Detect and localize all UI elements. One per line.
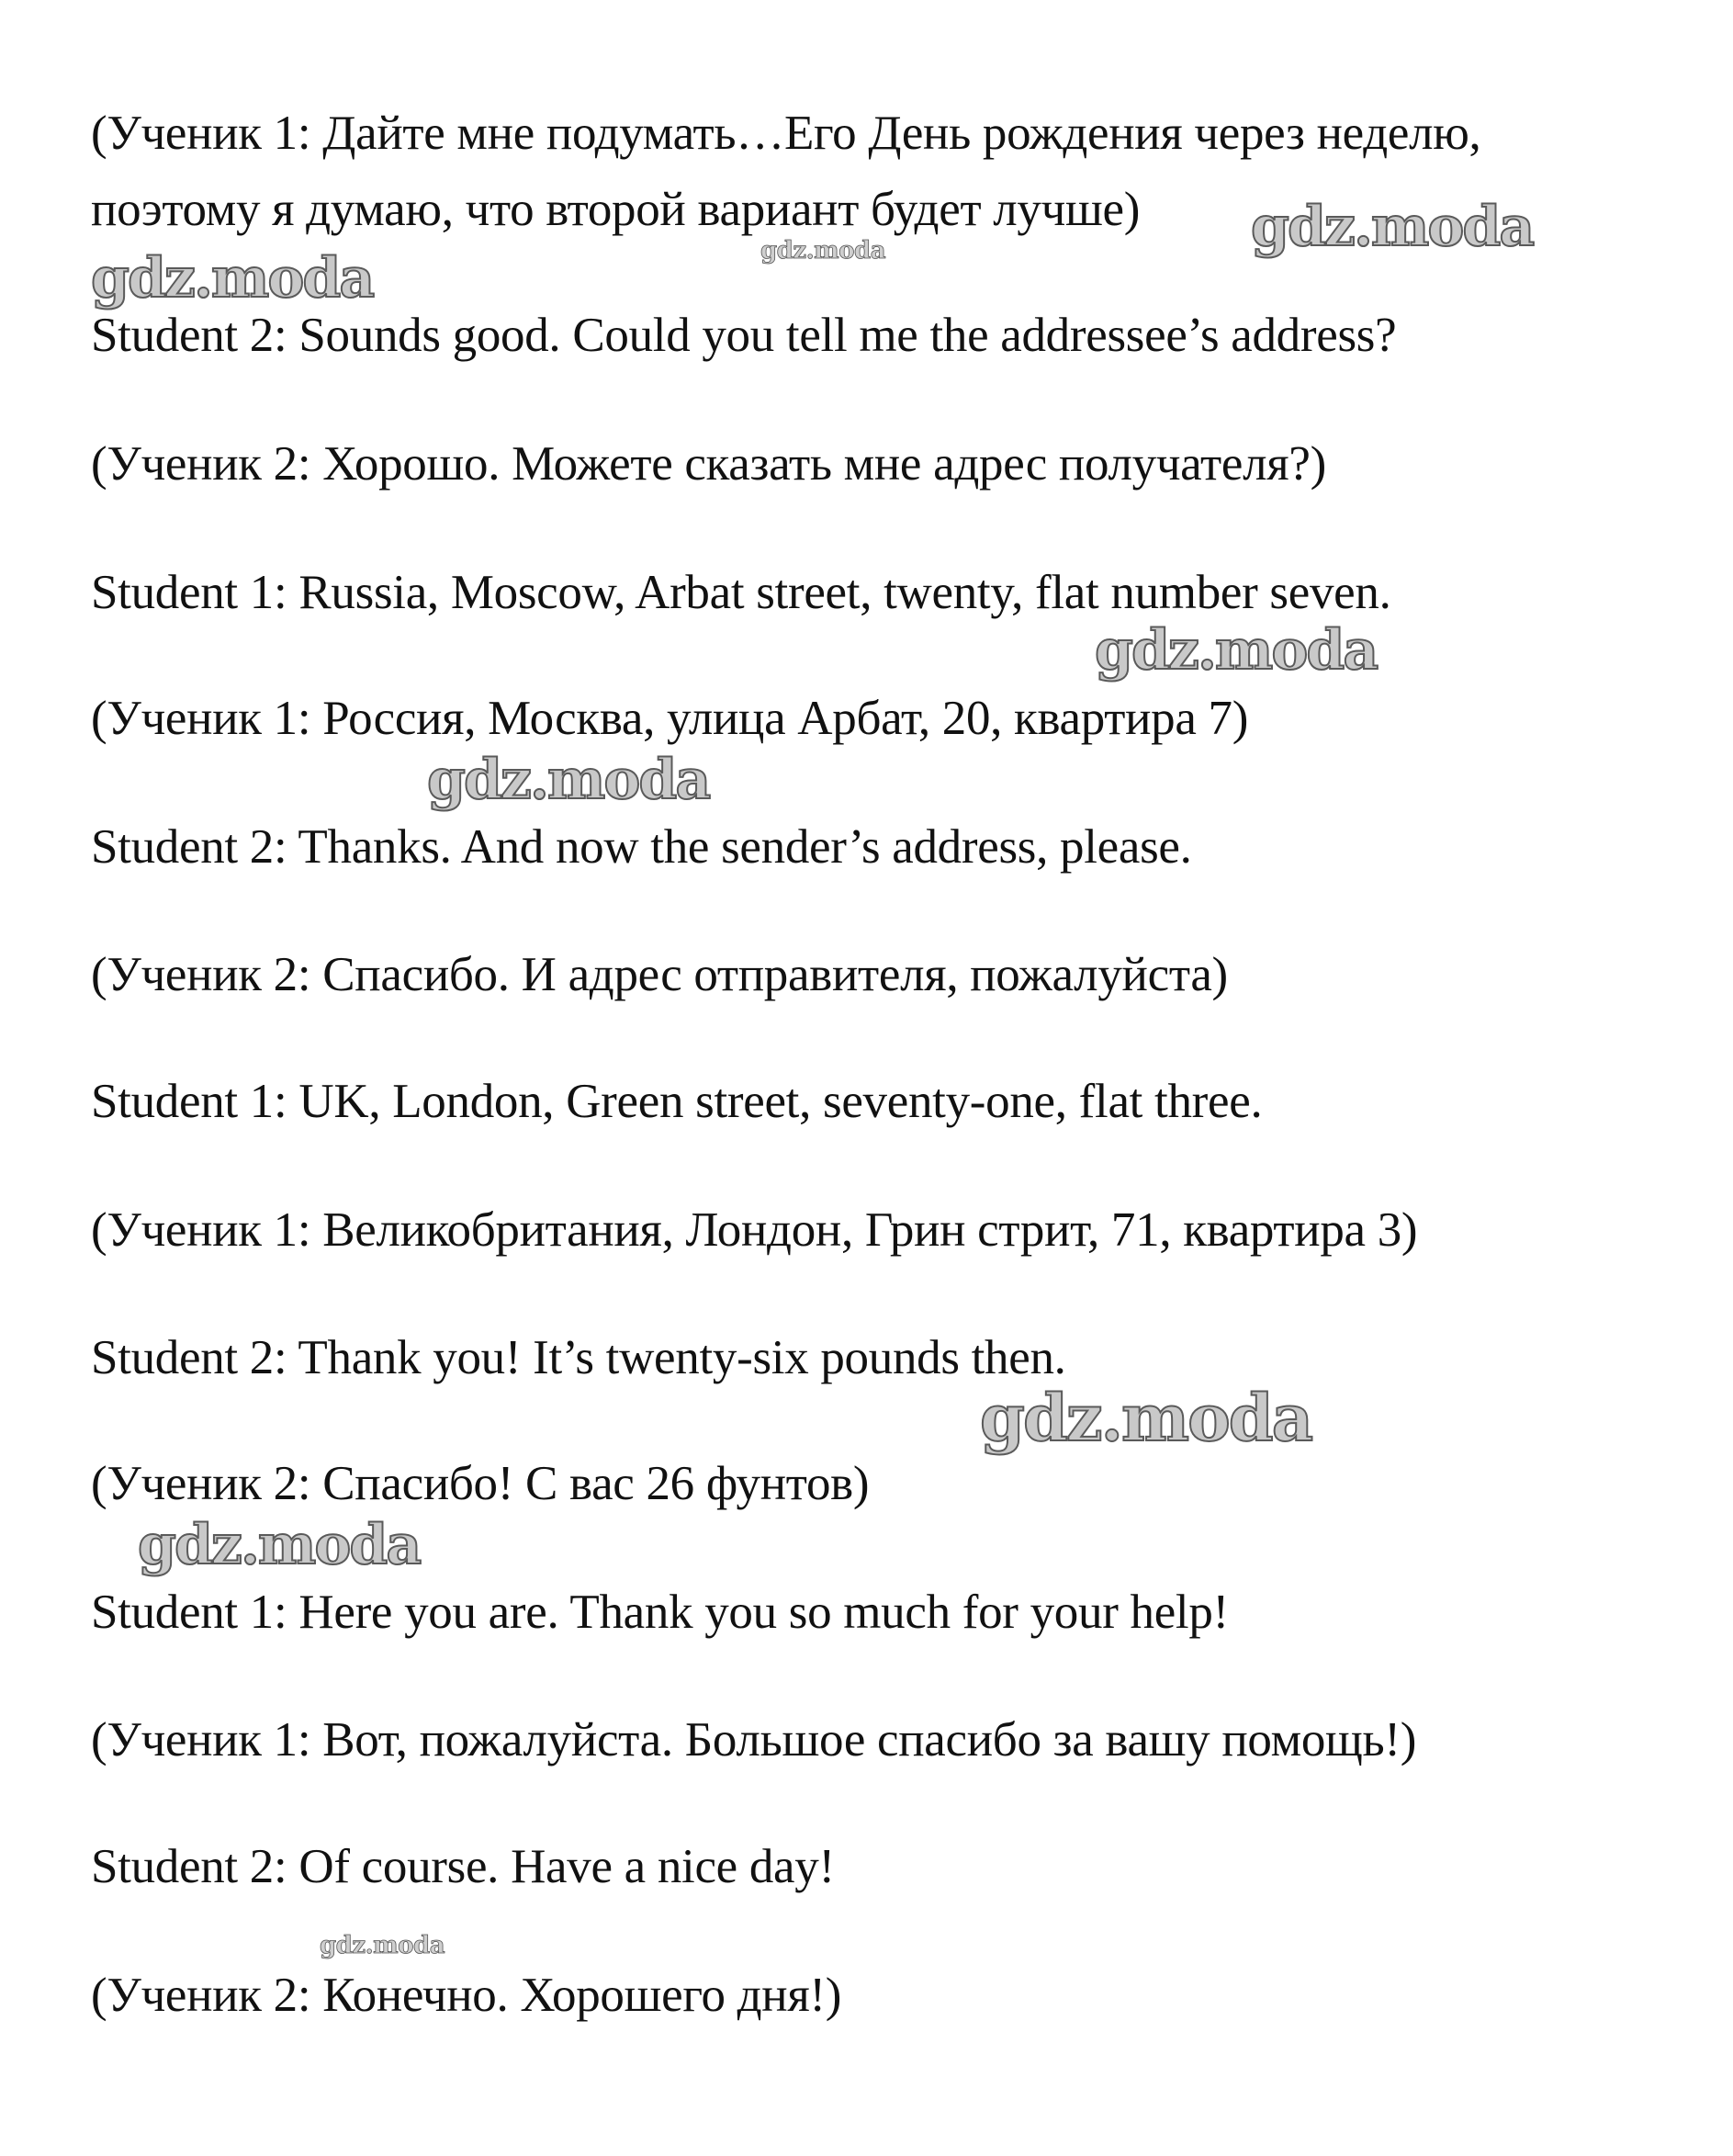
dialogue-line-10: (Ученик 1: Великобритания, Лондон, Грин стрит, 71, квартира 3) [91, 1203, 1418, 1257]
dialogue-line-8: (Ученик 2: Спасибо. И адрес отправителя, пожалуйста) [91, 948, 1228, 1001]
dialogue-line-6: (Ученик 1: Россия, Москва, улица Арбат, 20, квартира 7) [91, 692, 1249, 745]
dialogue-line-5: Student 1: Russia, Moscow, Arbat street, twenty, flat number seven. [91, 566, 1391, 619]
watermark: gdz.moda [1095, 618, 1378, 683]
watermark: gdz.moda [427, 748, 710, 812]
watermark: gdz.moda [320, 1932, 445, 1959]
dialogue-line-9: Student 1: UK, London, Green street, seventy-one, flat three. [91, 1075, 1263, 1128]
dialogue-line-1: (Ученик 1: Дайте мне подумать…Его День рождения через неделю, [91, 107, 1481, 160]
dialogue-line-15: Student 2: Of course. Have a nice day! [91, 1840, 835, 1893]
watermark: gdz.moda [980, 1380, 1312, 1456]
dialogue-line-7: Student 2: Thanks. And now the sender’s address, please. [91, 820, 1192, 874]
dialogue-line-3: Student 2: Sounds good. Could you tell me the addressee’s address? [91, 309, 1397, 362]
dialogue-line-16: (Ученик 2: Конечно. Хорошего дня!) [91, 1969, 842, 2022]
watermark: gdz.moda [138, 1513, 421, 1577]
dialogue-line-4: (Ученик 2: Хорошо. Можете сказать мне адрес получателя?) [91, 437, 1326, 491]
watermark: gdz.moda [91, 246, 374, 310]
watermark: gdz.moda [760, 237, 886, 265]
dialogue-line-2: поэтому я думаю, что второй вариант будет лучше) [91, 183, 1141, 236]
dialogue-line-12: (Ученик 2: Спасибо! С вас 26 фунтов) [91, 1457, 870, 1510]
watermark: gdz.moda [1251, 195, 1534, 259]
dialogue-line-11: Student 2: Thank you! It’s twenty-six pounds then. [91, 1331, 1066, 1384]
dialogue-line-14: (Ученик 1: Вот, пожалуйста. Большое спасибо за вашу помощь!) [91, 1713, 1417, 1767]
dialogue-line-13: Student 1: Here you are. Thank you so much for your help! [91, 1586, 1229, 1639]
